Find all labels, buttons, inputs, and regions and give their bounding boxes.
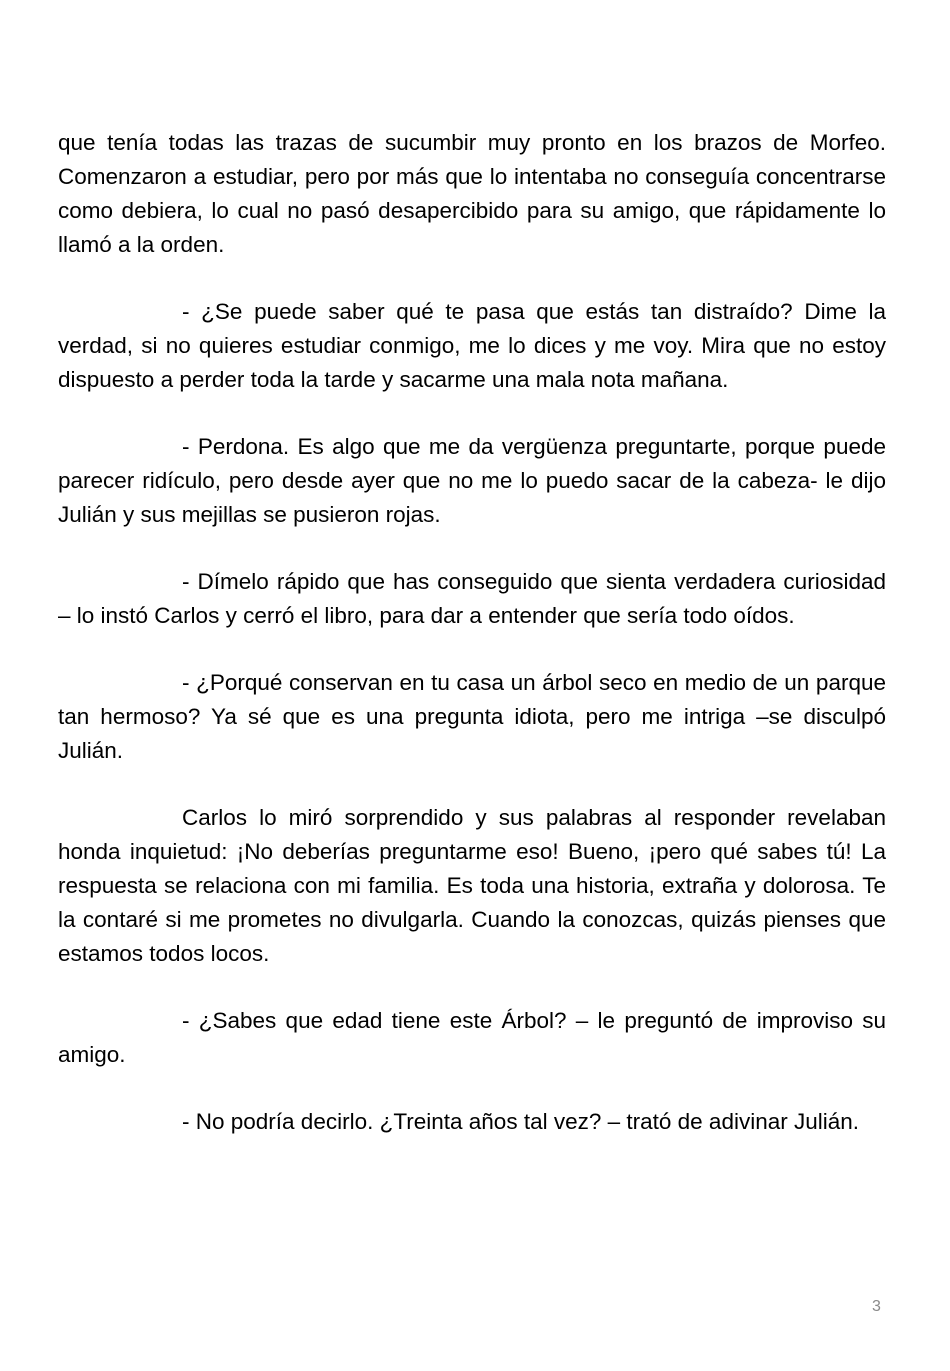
paragraph-8: - No podría decirlo. ¿Treinta años tal vez? – trató de adivinar Julián. [182, 1109, 860, 1134]
paragraph-5: - ¿Porqué conservan en tu casa un árbol seco en medio de un parque tan hermoso? Ya sé que es una pregunta idiota, pero me intriga –se disculpó Julián. [58, 670, 886, 763]
page-number: 3 [872, 1298, 881, 1315]
paragraph-2: - ¿Se puede saber qué te pasa que estás tan distraído? Dime la verdad, si no quieres estudiar conmigo, me lo dices y me voy. Mira que no estoy dispuesto a perder toda la tarde y sacarme una mala nota mañana. [58, 299, 886, 392]
paragraph-4: - Dímelo rápido que has conseguido que sienta verdadera curiosidad – lo instó Carlos y cerró el libro, para dar a entender que sería todo oídos. [58, 569, 886, 628]
paragraph-7: - ¿Sabes que edad tiene este Árbol? – le preguntó de improviso su amigo. [58, 1008, 886, 1067]
paragraph-1: que tenía todas las trazas de sucumbir muy pronto en los brazos de Morfeo. Comenzaron a estudiar, pero por más que lo intentaba no conseguía concentrarse como debiera, lo cual no pasó desapercibido para su amigo, que rápidamente lo llamó a la orden. [58, 130, 886, 257]
paragraph-3: - Perdona. Es algo que me da vergüenza preguntarte, porque puede parecer ridículo, pero desde ayer que no me lo puedo sacar de la cabeza- le dijo Julián y sus mejillas se pusieron rojas. [58, 434, 886, 527]
paragraph-6: Carlos lo miró sorprendido y sus palabras al responder revelaban honda inquietud: ¡No deberías preguntarme eso! Bueno, ¡pero qué sabes tú! La respuesta se relaciona con mi familia. Es toda una historia, extraña y dolorosa. Te la contaré si me prometes no divulgarla. Cuando la conozcas, quizás pienses que estamos todos locos. [58, 805, 886, 966]
page-body [58, 126, 886, 1172]
